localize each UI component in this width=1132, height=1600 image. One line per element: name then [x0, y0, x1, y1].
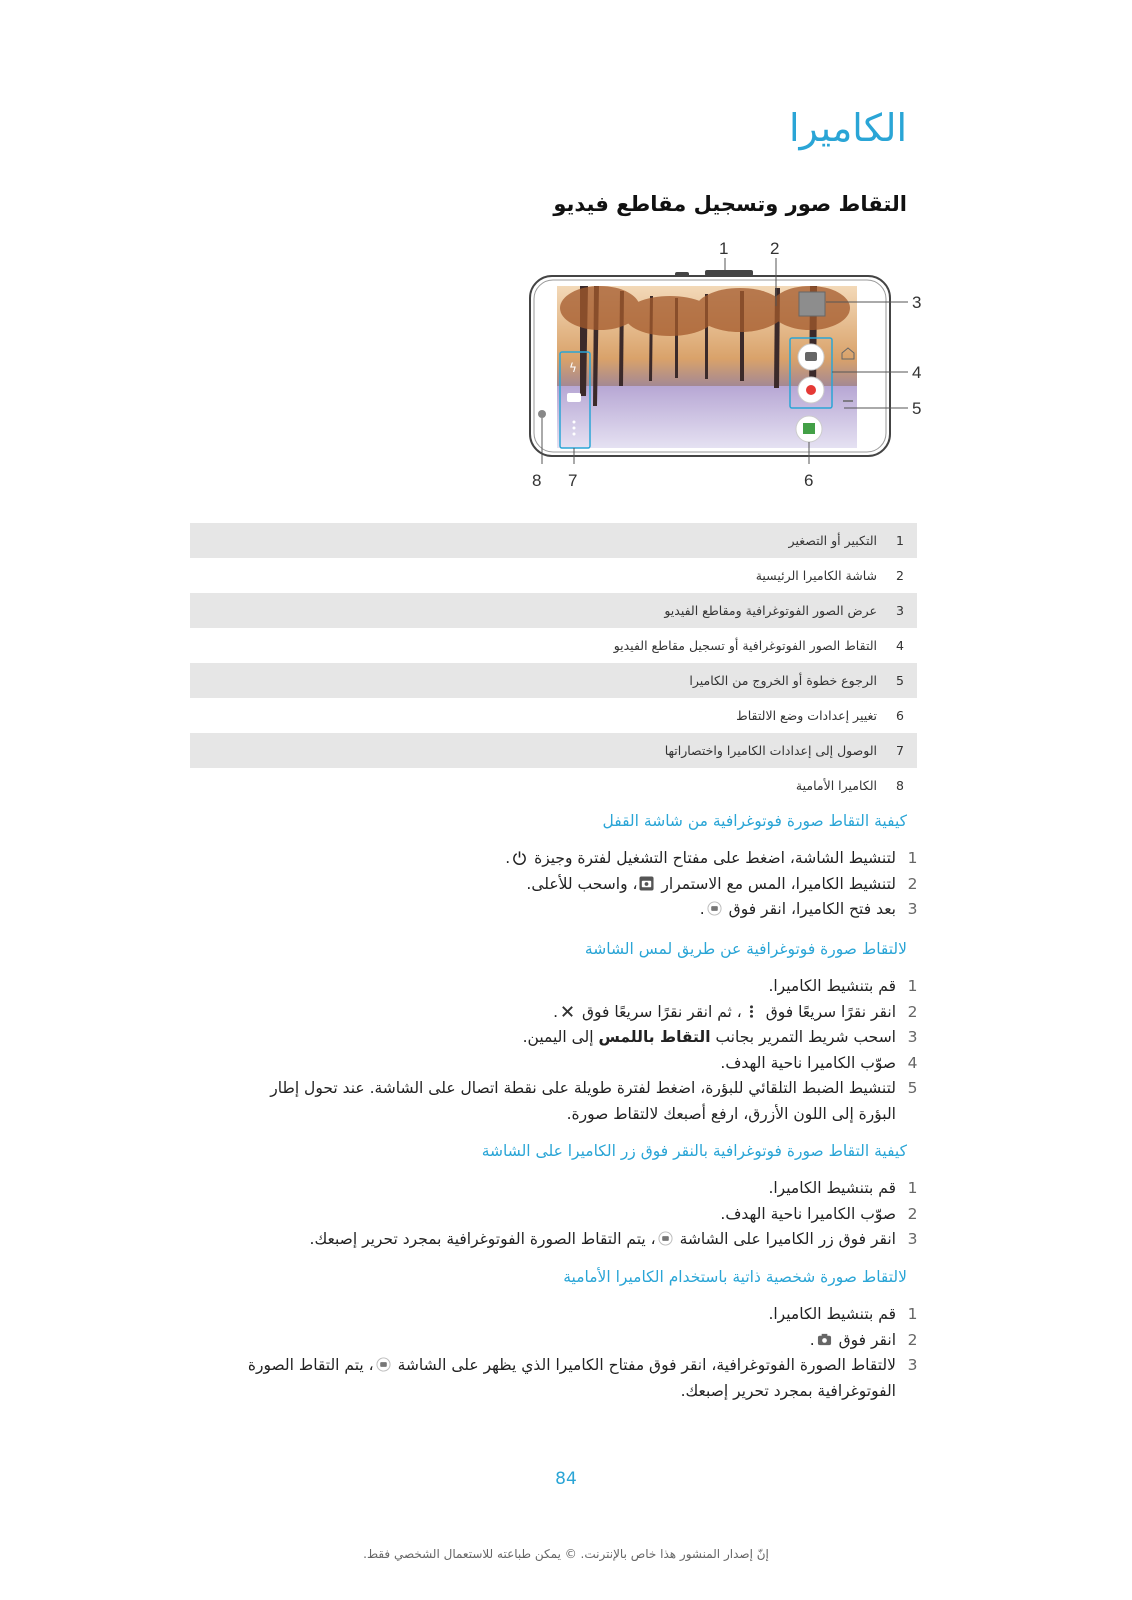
step-item	[229, 1227, 929, 1253]
step-text: ، يتم التقاط الصورة الفوتوغرافية بمجرد تحرير إصبعك.	[247, 1356, 896, 1400]
step-item	[229, 1025, 929, 1051]
legend-number: 1	[896, 533, 904, 548]
step-item	[229, 872, 929, 898]
step-number: 1	[907, 1305, 918, 1323]
step-text: انقر نقرًا سريعًا فوق	[760, 1002, 896, 1021]
step-text: بعد فتح الكاميرا، انقر فوق	[723, 900, 896, 918]
step-text: .	[505, 849, 511, 867]
step-text: ، ثم انقر نقرًا سريعًا فوق	[577, 1002, 742, 1021]
step-item	[229, 897, 929, 923]
step-number: 1	[907, 977, 918, 995]
step-number: 1	[907, 849, 918, 867]
legend-row	[190, 523, 917, 558]
step-item	[229, 846, 929, 872]
touch-capture-label: التقاط باللمس	[598, 1028, 711, 1046]
subsection-title-lock-screen: كيفية التقاط صورة فوتوغرافية من شاشة القفل	[602, 812, 907, 830]
legend-row	[190, 558, 917, 593]
shutter-button-icon	[376, 1357, 391, 1372]
step-number: 3	[907, 1356, 918, 1374]
step-text: اسحب شريط التمرير بجانب	[710, 1028, 896, 1046]
step-item	[229, 1202, 929, 1228]
step-number: 3	[907, 1028, 918, 1046]
step-text: لتنشيط الضبط التلقائي للبؤرة، اضغط لفترة طويلة على نقطة اتصال على الشاشة. عند تحول إطار البؤرة إلى اللون الأزرق، ارفع أصبعك لالتقاط صورة.	[270, 1079, 896, 1123]
step-text: انقر فوق زر الكاميرا على الشاشة	[674, 1230, 896, 1248]
subsection-title-touch-capture: لالتقاط صورة فوتوغرافية عن طريق لمس الشاشة	[584, 940, 907, 958]
step-text: .	[553, 1002, 559, 1021]
camera-icon	[639, 876, 654, 891]
step-item	[229, 1000, 929, 1026]
step-text: انقر فوق	[833, 1330, 896, 1349]
legend-text: عرض الصور الفوتوغرافية ومقاطع الفيديو	[664, 603, 877, 618]
page-title: الكاميرا	[788, 106, 907, 150]
step-item	[229, 1176, 929, 1202]
steps-touch-capture	[229, 974, 929, 1127]
step-number: 3	[907, 900, 918, 918]
subsection-title-selfie: لالتقاط صورة شخصية ذاتية باستخدام الكاميرا الأمامية	[563, 1268, 907, 1286]
step-text: لتنشيط الشاشة، اضغط على مفتاح التشغيل لفترة وجيزة	[529, 849, 896, 867]
callout-1: 1	[719, 239, 729, 258]
step-item	[229, 1076, 929, 1127]
figure-legend-table	[190, 523, 917, 803]
step-text: صوّب الكاميرا ناحية الهدف.	[720, 1053, 896, 1072]
step-number: 2	[907, 1002, 918, 1021]
step-text: .	[809, 1330, 815, 1349]
step-text: ، يتم التقاط الصورة الفوتوغرافية بمجرد تحرير إصبعك.	[309, 1230, 656, 1248]
legend-number: 7	[896, 743, 904, 758]
step-item	[229, 1353, 929, 1404]
steps-onscreen-button	[229, 1176, 929, 1253]
gallery-thumbnail	[799, 292, 825, 316]
callout-5: 5	[912, 399, 922, 418]
volume-key	[705, 270, 753, 276]
legend-number: 4	[896, 638, 904, 653]
legend-row	[190, 663, 917, 698]
callout-7: 7	[568, 471, 578, 490]
step-number: 1	[907, 1179, 918, 1197]
shutter-button-icon	[707, 901, 722, 916]
legend-row	[190, 593, 917, 628]
switch-camera-icon	[817, 1332, 832, 1347]
svg-text:ϟ: ϟ	[569, 361, 577, 375]
callout-4: 4	[912, 363, 922, 382]
steps-lock-screen	[229, 846, 929, 923]
legend-row	[190, 733, 917, 768]
step-text: .	[699, 900, 705, 918]
step-item	[229, 974, 929, 1000]
settings-tools-icon	[560, 1004, 575, 1019]
front-camera	[538, 410, 546, 418]
legend-row	[190, 628, 917, 663]
legend-text: الرجوع خطوة أو الخروج من الكاميرا	[689, 673, 877, 688]
step-number: 2	[907, 874, 918, 893]
step-number: 2	[907, 1330, 918, 1349]
legend-row	[190, 698, 917, 733]
step-text: قم بتنشيط الكاميرا.	[768, 977, 896, 995]
legend-text: تغيير إعدادات وضع الالتقاط	[736, 708, 877, 723]
legend-number: 6	[896, 708, 904, 723]
callout-6: 6	[804, 471, 814, 490]
callout-2: 2	[770, 239, 780, 258]
legend-number: 8	[896, 778, 904, 793]
power-key	[675, 272, 689, 277]
step-number: 5	[907, 1079, 918, 1097]
step-text: صوّب الكاميرا ناحية الهدف.	[720, 1204, 896, 1223]
step-text: ، واسحب للأعلى.	[526, 874, 638, 893]
step-text: لتنشيط الكاميرا، المس مع الاستمرار	[656, 874, 896, 893]
callout-3: 3	[912, 293, 922, 312]
legend-text: الوصول إلى إعدادات الكاميرا واختصاراتها	[664, 743, 877, 758]
legend-number: 2	[896, 568, 904, 583]
step-text: لالتقاط الصورة الفوتوغرافية، انقر فوق مفتاح الكاميرا الذي يظهر على الشاشة	[392, 1356, 896, 1374]
legend-text: الكاميرا الأمامية	[795, 778, 877, 793]
step-number: 4	[907, 1053, 918, 1072]
step-number: 2	[907, 1204, 918, 1223]
legend-text: التكبير أو التصغير	[788, 533, 877, 548]
shutter-button-icon	[658, 1231, 673, 1246]
page-number: 84	[555, 1469, 577, 1489]
phone-camera-figure	[520, 236, 950, 506]
callout-8: 8	[532, 471, 542, 490]
legend-number: 3	[896, 603, 904, 618]
footer-note: إنّ إصدار المنشور هذا خاص بالإنترنت. © يمكن طباعته للاستعمال الشخصي فقط.	[363, 1547, 769, 1561]
subsection-title-onscreen-button: كيفية التقاط صورة فوتوغرافية بالنقر فوق زر الكاميرا على الشاشة	[481, 1142, 907, 1160]
steps-selfie	[229, 1302, 929, 1404]
step-item	[229, 1328, 929, 1354]
section-title: التقاط صور وتسجيل مقاطع فيديو	[553, 192, 907, 216]
power-icon	[512, 850, 527, 865]
step-number: 3	[907, 1230, 918, 1248]
step-text: قم بتنشيط الكاميرا.	[768, 1305, 896, 1323]
step-text: إلى اليمين.	[522, 1028, 599, 1046]
more-vertical-icon	[744, 1004, 759, 1019]
legend-text: التقاط الصور الفوتوغرافية أو تسجيل مقاطع الفيديو	[613, 638, 877, 653]
step-item	[229, 1051, 929, 1077]
legend-row	[190, 768, 917, 803]
legend-number: 5	[896, 673, 904, 688]
legend-text: شاشة الكاميرا الرئيسية	[755, 568, 877, 583]
step-text: قم بتنشيط الكاميرا.	[768, 1179, 896, 1197]
step-item	[229, 1302, 929, 1328]
